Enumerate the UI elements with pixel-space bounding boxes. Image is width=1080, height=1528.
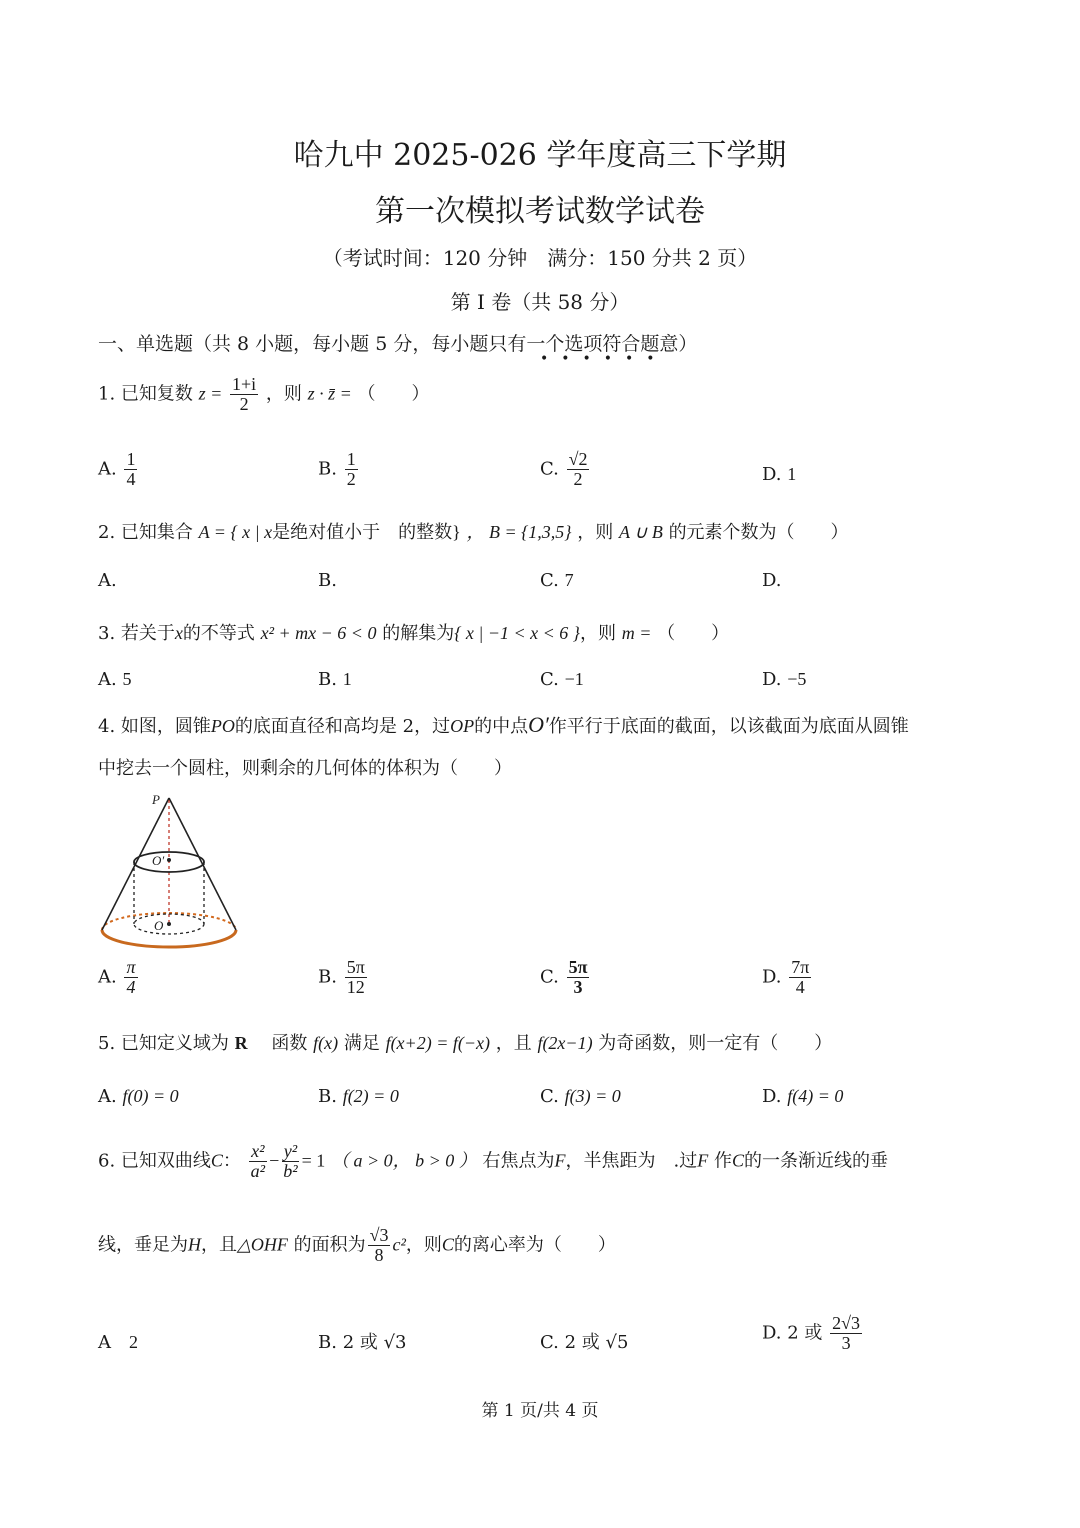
q5-option-b[interactable]: B. f(2) = 0 <box>318 1086 399 1107</box>
question-4-line-1: 4. 如图，圆锥PO的底面直径和高均是 2，过OP的中点O′作平行于底面的截面，以该截面为底面从圆锥 <box>98 712 909 737</box>
q1-option-b[interactable]: B. $\frac{1}{2}$ <box>318 449 356 489</box>
volume-label: 第 Ⅰ 卷（共 58 分） <box>450 290 630 314</box>
q1-paren: （ ） <box>357 383 430 405</box>
emphasis-dots: •••••• <box>540 351 668 367</box>
question-1 <box>98 375 430 414</box>
question-3: 3. 若关于x的不等式 x² + mx − 6 < 0 的解集为{ x | −1 < x < 6 }，则 m = （ ） <box>98 623 730 644</box>
q3-option-d[interactable]: D. −5 <box>762 669 807 690</box>
q2-option-d[interactable]: D. <box>762 570 782 591</box>
exam-info: （考试时间：120 分钟 满分：150 分共 2 页） <box>322 246 758 270</box>
point-o <box>167 922 171 926</box>
q6-option-c[interactable]: C. 2 或 √5 <box>540 1332 629 1353</box>
q1-expr: z · z̄ = <box>307 383 352 404</box>
q2-option-a[interactable]: A. <box>98 570 117 591</box>
q2-option-c[interactable]: C. 7 <box>540 570 574 591</box>
question-6-line-1: 6. 已知双曲线C： $\frac{\text{x²}}{\text{a²}}$ − $\frac{\text{y²}}{\text{b²}}$ = 1 （ a > 0， b > 0 ） 右焦点为F，半焦距为 .过F 作C的一条渐近线的垂 <box>98 1141 889 1181</box>
section-heading: 一、单选题（共 8 小题，每小题 5 分，每小题只有一个选项符合题意） <box>98 333 698 355</box>
q3-option-b[interactable]: B. 1 <box>318 669 352 690</box>
question-2: 2. 已知集合 A = { x | x是绝对值小于 的整数} ， B = {1,3,5} ，则 A ∪ B 的元素个数为（ ） <box>98 522 849 543</box>
q1-option-a[interactable]: A. $\frac{1}{4}$ <box>98 449 136 489</box>
q5-option-a[interactable]: A. f(0) = 0 <box>98 1086 179 1107</box>
q6-option-d[interactable]: D. 2 或 $\frac{2√3}{3}$ <box>762 1313 861 1353</box>
q1-z-fraction: $\frac{1+i}{2}$ <box>232 374 257 414</box>
question-4-line-2: 中挖去一个圆柱，则剩余的几何体的体积为（ ） <box>98 758 512 779</box>
q4-option-b[interactable]: B. $\frac{5\pi}{12}$ <box>318 957 365 997</box>
q4-option-a[interactable]: A. $\frac{\pi}{4}$ <box>98 957 136 997</box>
title-line-2: 第一次模拟考试数学试卷 <box>375 194 705 229</box>
q1-z: z = <box>198 383 223 404</box>
q6-option-a[interactable]: A 2 <box>98 1332 138 1353</box>
cone-figure <box>96 790 246 950</box>
q6-option-b[interactable]: B. 2 或 √3 <box>318 1332 407 1353</box>
q3-option-a[interactable]: A. 5 <box>98 669 132 690</box>
page-footer: 第 1 页/共 4 页 <box>481 1401 599 1421</box>
label-o: O <box>154 918 164 933</box>
question-5: 5. 已知定义域为 R 函数 f(x) 满足 f(x+2) = f(−x) ，且 f(2x−1) 为奇函数，则一定有（ ） <box>98 1033 833 1054</box>
title-line-1: 哈九中 2025-026 学年度高三下学期 <box>293 138 787 173</box>
cone-base-front <box>102 930 236 947</box>
q2-option-b[interactable]: B. <box>318 570 337 591</box>
q1-option-d[interactable]: D. 1 <box>762 464 797 485</box>
point-o-prime <box>167 858 171 862</box>
q5-option-c[interactable]: C. f(3) = 0 <box>540 1086 621 1107</box>
label-o-prime: O′ <box>152 853 165 868</box>
question-6-line-2: 线，垂足为H，且△OHF 的面积为 $\frac{√3}{8}$ c²，则C的离心率为（ ） <box>98 1225 616 1265</box>
q4-option-d[interactable]: D. $\frac{7\pi}{4}$ <box>762 957 810 997</box>
q4-option-c[interactable]: C. $\frac{5\pi}{3}$ <box>540 957 588 997</box>
q1-option-c[interactable]: C. $\frac{√2}{2}$ <box>540 449 588 489</box>
label-p: P <box>152 792 160 807</box>
q1-stem: 1. 已知复数 <box>98 383 193 405</box>
q3-option-c[interactable]: C. −1 <box>540 669 584 690</box>
q5-option-d[interactable]: D. f(4) = 0 <box>762 1086 844 1107</box>
q1-mid: ，则 <box>265 383 302 405</box>
